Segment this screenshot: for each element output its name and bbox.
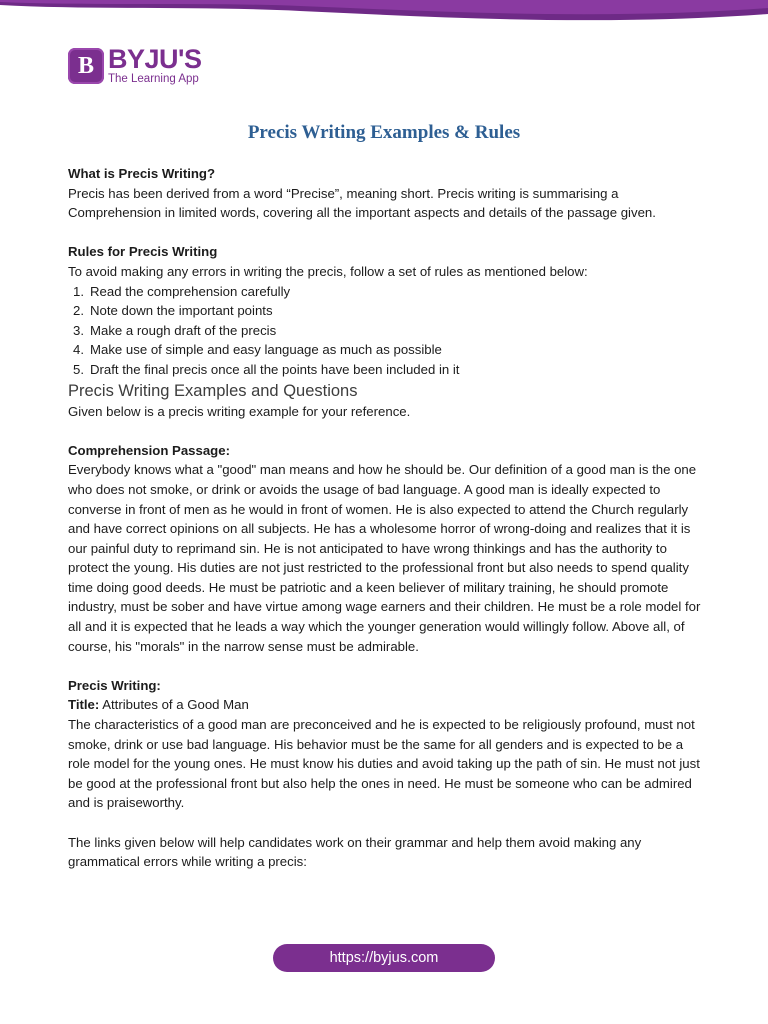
- list-item: 2. Note down the important points: [73, 303, 273, 319]
- list-item: 3. Make a rough draft of the precis: [73, 322, 277, 338]
- precis-title-label: Title:: [68, 697, 100, 713]
- logo-mark-icon: B: [68, 48, 104, 84]
- list-item: 5. Draft the final precis once all the points have been included in it: [73, 361, 460, 377]
- examples-heading: Precis Writing Examples and Questions: [68, 381, 358, 400]
- examples-intro: Given below is a precis writing example for your reference.: [68, 403, 411, 419]
- rules-heading: Rules for Precis Writing: [68, 244, 218, 260]
- passage-paragraph: Everybody knows what a "good" man means and how he should be. Our definition of a good man is the one who does not smoke, or drink or avoids the usage of bad language. A good man is ideally expected to converse in front of men as he would in front of women. He is also expected to attend the Church regularly and have correct opinions on all subjects. He has a wholesome horror of wrong-doing and realizes that it is our painful duty to reprimand sin. He is not anticipated to have wrong thinkings and has the authority to protect the young. His duties are not just restricted to the professional front but also needs to spend quality time doing good deeds. He must be patriotic and a keen believer of military training, he should promote industry, must be sober and have virtue among wage earners and their children. He must be a role model for all and it is expected that he leads a way which the younger generation would willingly follow. Above all, of course, his "morals" in the narrow sense must be admirable.: [68, 462, 701, 654]
- header-band: [0, 0, 768, 22]
- logo-name: BYJU'S: [108, 44, 202, 74]
- list-item: 1. Read the comprehension carefully: [73, 283, 291, 299]
- page-title: Precis Writing Examples & Rules: [247, 122, 521, 143]
- precis-paragraph: The characteristics of a good man are preconceived and he is expected to be religiously profound, must not smoke, drink or use bad language. His behavior must be the same for all genders and is expected to be a role model for the young ones. He must know his duties and avoid taking up the path of sin. He must not just be good at the professional front but also help the ones in need. He must be someone who can be admired and is praiseworthy.: [68, 717, 700, 811]
- passage-heading: Comprehension Passage:: [68, 442, 230, 458]
- links-paragraph: The links given below will help candidates work on their grammar and help them avoid making any grammatical errors while writing a precis:: [68, 834, 642, 870]
- rules-list: [68, 282, 708, 380]
- byjus-logo: [68, 46, 201, 86]
- precis-title-line: [68, 695, 708, 715]
- what-paragraph: Precis has been derived from a word “Precise”, meaning short. Precis writing is summarising a Comprehension in limited words, covering all the important aspects and details of the passage given.: [68, 185, 656, 221]
- footer-url-link[interactable]: https://byjus.com: [273, 944, 495, 972]
- precis-title: Attributes of a Good Man: [102, 697, 249, 713]
- document-body: [68, 164, 708, 872]
- rules-intro: To avoid making any errors in writing the precis, follow a set of rules as mentioned below:: [68, 263, 588, 279]
- list-item: 4. Make use of simple and easy language as much as possible: [73, 342, 442, 358]
- logo-tagline: The Learning App: [108, 73, 199, 85]
- what-heading: What is Precis Writing?: [68, 166, 216, 181]
- precis-heading: Precis Writing:: [68, 677, 161, 693]
